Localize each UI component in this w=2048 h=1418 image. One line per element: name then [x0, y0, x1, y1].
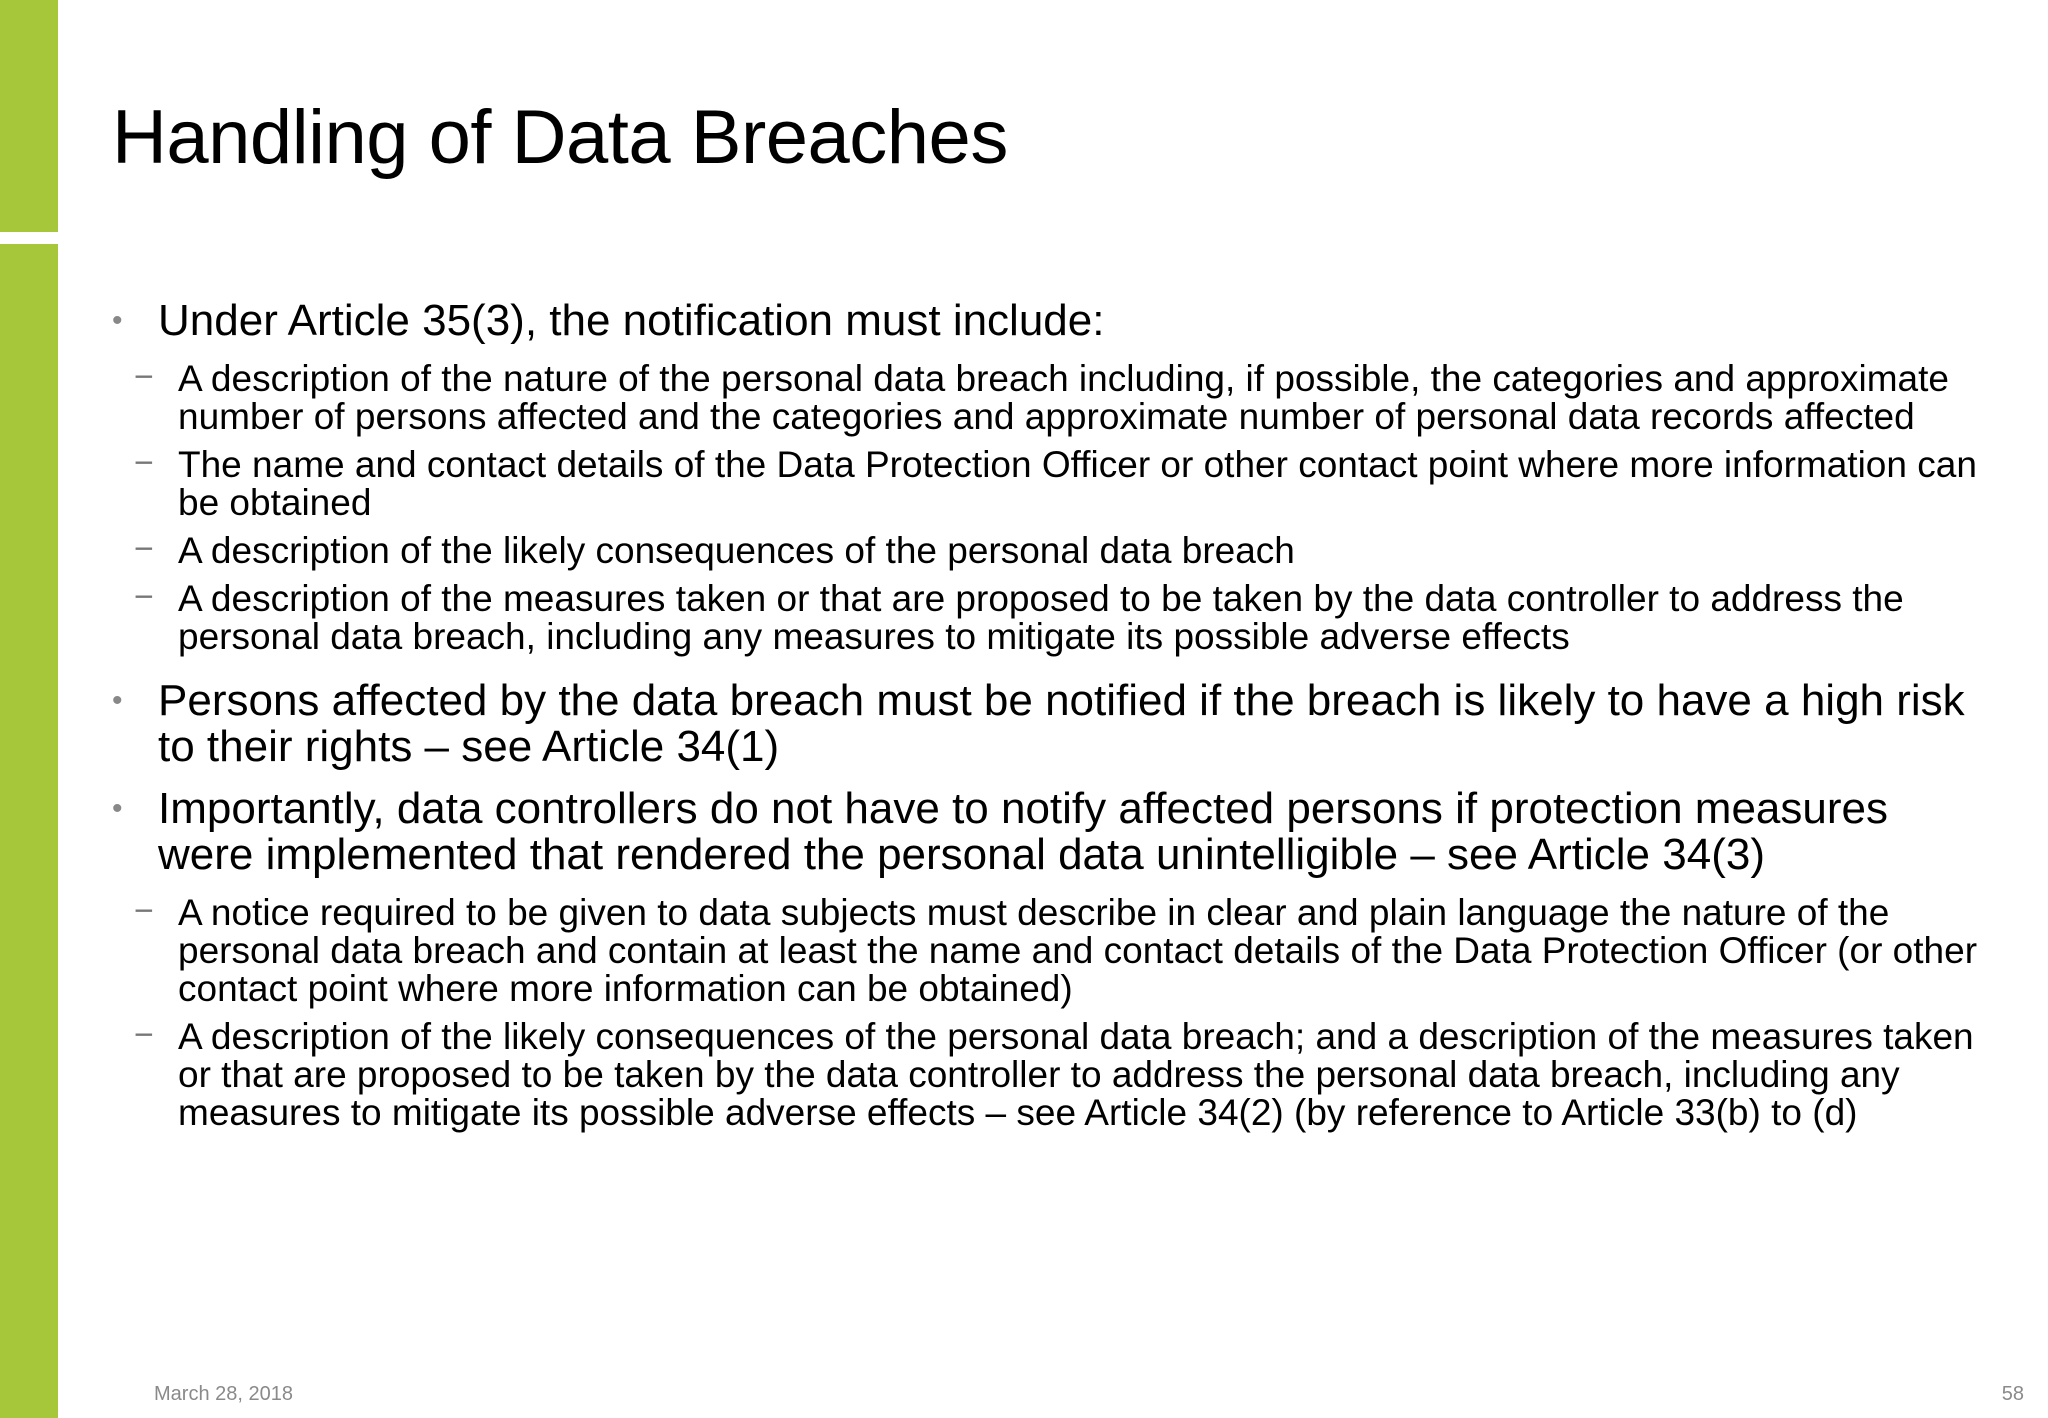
dash-icon: − — [134, 578, 154, 616]
dash-icon: − — [134, 358, 154, 396]
bullet-dot-icon: • — [112, 684, 123, 717]
dash-icon: − — [134, 892, 154, 930]
footer-date: March 28, 2018 — [154, 1383, 293, 1405]
sub-item — [58, 1018, 1988, 1132]
sub-item — [58, 894, 1988, 1008]
slide-title: Handling of Data Breaches — [112, 95, 1008, 180]
sub-item — [58, 532, 1988, 570]
sub-item — [58, 446, 1988, 522]
dash-icon: − — [134, 1016, 154, 1054]
sub-text: A description of the measures taken or that are proposed to be taken by the data controller to address the personal data breach, including any measures to mitigate its possible adverse effects — [178, 578, 1904, 657]
bullet-dot-icon: • — [112, 304, 123, 337]
accent-bar-top — [0, 0, 58, 232]
sub-list — [108, 360, 1988, 656]
accent-bar-bottom — [0, 244, 58, 1418]
sub-text: The name and contact details of the Data Protection Officer or other contact point where more information can be obtained — [178, 444, 1977, 523]
sub-item — [58, 580, 1988, 656]
sub-item — [58, 360, 1988, 436]
bullet-text: Under Article 35(3), the notification must include: — [158, 296, 1105, 345]
bullet-text: Importantly, data controllers do not have to notify affected persons if protection measures were implemented that rendered the personal data unintelligible – see Article 34(3) — [158, 784, 1888, 879]
dash-icon: − — [134, 530, 154, 568]
sub-text: A notice required to be given to data subjects must describe in clear and plain language the nature of the personal data breach and contain at least the name and contact details of the Data Protection Officer (or other contact point where more information can be obtained) — [178, 892, 1978, 1009]
bullet-text: Persons affected by the data breach must be notified if the breach is likely to have a high risk to their rights – see Article 34(1) — [158, 676, 1965, 771]
sub-text: A description of the likely consequences of the personal data breach; and a description of the measures taken or that are proposed to be taken by the data controller to address the personal data breach, including any measures to mitigate its possible adverse effects – see Article 34(2) (by reference to Article 33(b) to (d) — [178, 1016, 1974, 1133]
bullet-dot-icon: • — [112, 792, 123, 825]
page-number: 58 — [2001, 1383, 2024, 1405]
sub-text: A description of the nature of the personal data breach including, if possible, the categories and approximate number of persons affected and the categories and approximate number of personal data records affected — [178, 358, 1949, 437]
bullet-item — [108, 786, 1988, 878]
sub-text: A description of the likely consequences of the personal data breach — [178, 530, 1295, 571]
slide-body — [108, 298, 1988, 1154]
sub-list — [108, 894, 1988, 1132]
bullet-item — [108, 298, 1988, 344]
bullet-item — [108, 678, 1988, 770]
dash-icon: − — [134, 444, 154, 482]
